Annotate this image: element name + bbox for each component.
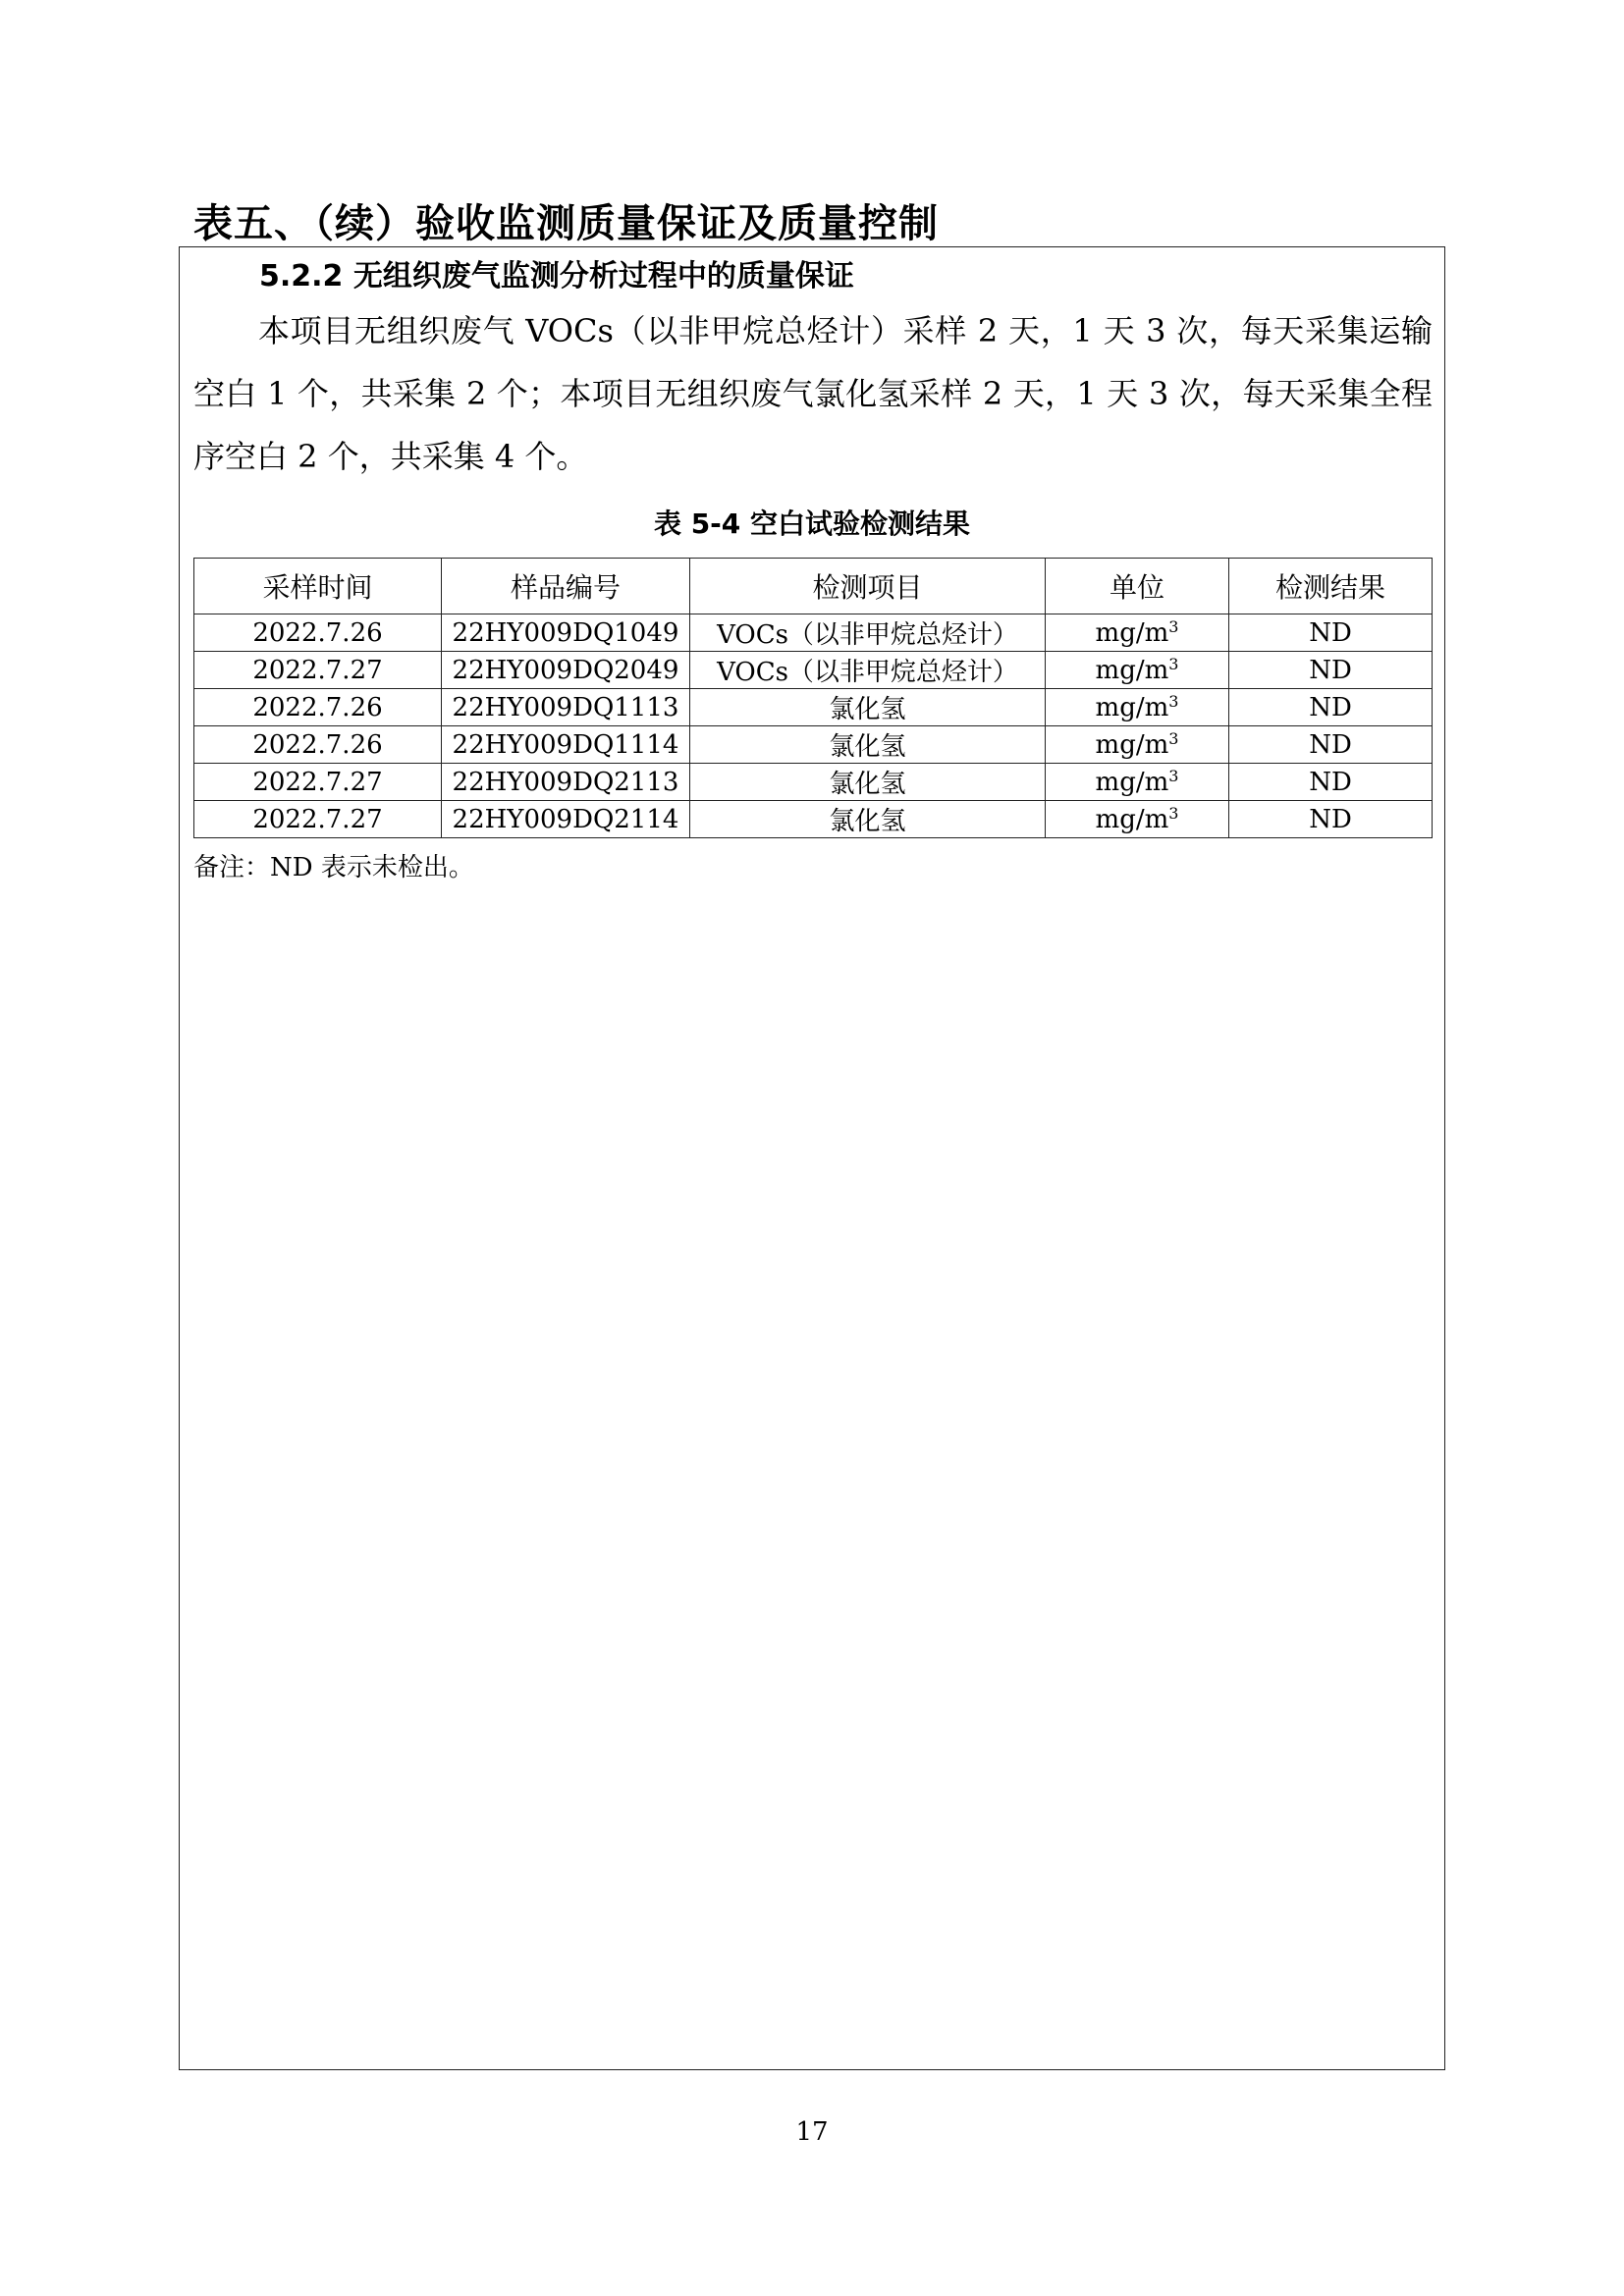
cell-test-item: 氯化氢 bbox=[690, 801, 1046, 838]
table-row bbox=[194, 652, 1433, 689]
table-note: 备注：ND 表示未检出。 bbox=[193, 853, 474, 882]
unit-base: mg/m bbox=[1095, 617, 1169, 648]
cell-unit bbox=[1046, 764, 1229, 801]
table-row bbox=[194, 689, 1433, 726]
unit-exponent: 3 bbox=[1168, 654, 1179, 673]
unit-exponent: 3 bbox=[1168, 766, 1179, 785]
cell-sample-id: 22HY009DQ2049 bbox=[442, 652, 690, 689]
cell-result: ND bbox=[1229, 726, 1433, 764]
unit-base: mg/m bbox=[1095, 804, 1169, 834]
header-test-item: 检测项目 bbox=[690, 559, 1046, 614]
cell-sample-id: 22HY009DQ1114 bbox=[442, 726, 690, 764]
unit-exponent: 3 bbox=[1168, 803, 1179, 823]
header-sampling-time: 采样时间 bbox=[194, 559, 442, 614]
header-result: 检测结果 bbox=[1229, 559, 1433, 614]
cell-unit bbox=[1046, 801, 1229, 838]
cell-sample-id: 22HY009DQ1049 bbox=[442, 614, 690, 652]
cell-sample-id: 22HY009DQ2114 bbox=[442, 801, 690, 838]
cell-date: 2022.7.26 bbox=[194, 726, 442, 764]
table-caption: 表 5-4 空白试验检测结果 bbox=[653, 507, 971, 540]
cell-result: ND bbox=[1229, 689, 1433, 726]
table-row bbox=[194, 801, 1433, 838]
subsection-title: 5.2.2 无组织废气监测分析过程中的质量保证 bbox=[259, 259, 854, 294]
cell-date: 2022.7.27 bbox=[194, 801, 442, 838]
section-title: 表五、（续）验收监测质量保证及质量控制 bbox=[193, 201, 939, 246]
cell-date: 2022.7.27 bbox=[194, 652, 442, 689]
cell-date: 2022.7.26 bbox=[194, 614, 442, 652]
cell-unit bbox=[1046, 652, 1229, 689]
unit-exponent: 3 bbox=[1168, 616, 1179, 636]
cell-sample-id: 22HY009DQ2113 bbox=[442, 764, 690, 801]
cell-date: 2022.7.26 bbox=[194, 689, 442, 726]
cell-result: ND bbox=[1229, 764, 1433, 801]
cell-unit bbox=[1046, 614, 1229, 652]
cell-test-item: VOCs（以非甲烷总烃计） bbox=[690, 652, 1046, 689]
cell-test-item: 氯化氢 bbox=[690, 726, 1046, 764]
cell-test-item: 氯化氢 bbox=[690, 764, 1046, 801]
cell-unit bbox=[1046, 689, 1229, 726]
cell-unit bbox=[1046, 726, 1229, 764]
table-row bbox=[194, 726, 1433, 764]
cell-test-item: 氯化氢 bbox=[690, 689, 1046, 726]
unit-exponent: 3 bbox=[1168, 728, 1179, 748]
unit-base: mg/m bbox=[1095, 692, 1169, 722]
body-paragraph: 本项目无组织废气 VOCs（以非甲烷总烃计）采样 2 天，1 天 3 次，每天采集运输空白 1 个，共采集 2 个；本项目无组织废气氯化氢采样 2 天，1 天 3 次，每天采集全程序空白 2 个，共采集 4 个。 bbox=[193, 312, 1433, 475]
page-number: 17 bbox=[795, 2117, 829, 2147]
unit-base: mg/m bbox=[1095, 767, 1169, 797]
cell-date: 2022.7.27 bbox=[194, 764, 442, 801]
cell-result: ND bbox=[1229, 614, 1433, 652]
header-unit: 单位 bbox=[1046, 559, 1229, 614]
unit-base: mg/m bbox=[1095, 729, 1169, 760]
table-row bbox=[194, 614, 1433, 652]
header-sample-id: 样品编号 bbox=[442, 559, 690, 614]
table-header-row bbox=[194, 559, 1433, 614]
cell-result: ND bbox=[1229, 652, 1433, 689]
blank-test-results-table bbox=[193, 558, 1433, 838]
cell-sample-id: 22HY009DQ1113 bbox=[442, 689, 690, 726]
unit-exponent: 3 bbox=[1168, 691, 1179, 711]
table-row bbox=[194, 764, 1433, 801]
unit-base: mg/m bbox=[1095, 655, 1169, 685]
cell-result: ND bbox=[1229, 801, 1433, 838]
cell-test-item: VOCs（以非甲烷总烃计） bbox=[690, 614, 1046, 652]
